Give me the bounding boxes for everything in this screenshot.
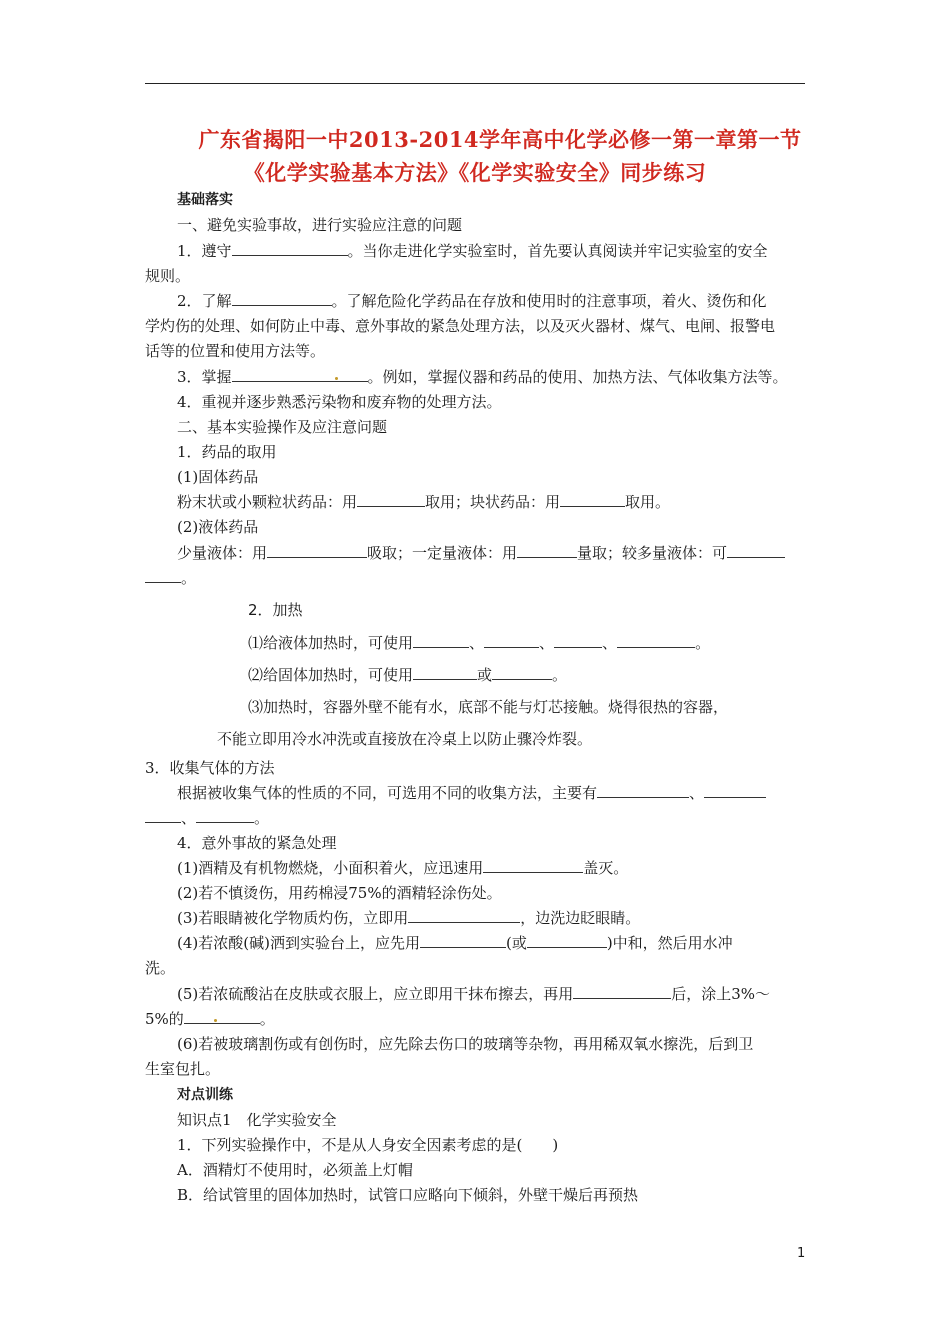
item-gas-collection: 3．收集气体的方法 <box>145 759 275 777</box>
training-question-1: 1．下列实验操作中，不是从人身安全因素考虑的是( ) <box>177 1136 559 1154</box>
item-heating: 2．加热 <box>248 601 303 619</box>
question-4: 4．重视并逐步熟悉污染物和废弃物的处理方法。 <box>177 393 502 411</box>
answer-blank[interactable] <box>484 633 539 648</box>
gas-collection-cont: 、 。 <box>145 808 269 828</box>
liquid-drugs-cont: 。 <box>145 568 196 588</box>
document-title-line1: 广东省揭阳一中2013-2014学年高中化学必修一第一章第一节 <box>198 127 802 152</box>
question-2: 2．了解 。了解危险化学药品在存放和使用时的注意事项，着火、烫伤和化 <box>177 292 767 310</box>
question-1-cont: 规则。 <box>145 267 191 285</box>
answer-blank[interactable] <box>704 783 766 798</box>
liquid-drugs-text: 少量液体：用 吸取；一定量液体：用 量取；较多量液体：可 <box>177 543 785 563</box>
answer-blank[interactable] <box>492 665 552 680</box>
emergency-4-cont: 洗。 <box>145 959 176 977</box>
document-title-line2: 《化学实验基本方法》《化学实验安全》同步练习 <box>243 160 707 185</box>
answer-blank[interactable] <box>408 908 520 923</box>
section-heading-basics: 基础落实 <box>177 192 233 208</box>
item-solid-drugs: (1)固体药品 <box>177 468 259 486</box>
emergency-1: (1)酒精及有机物燃烧，小面积着火，应迅速用 盖灭。 <box>177 859 629 877</box>
question-2-cont2: 话等的位置和使用方法等。 <box>145 342 326 360</box>
emergency-5-cont: 5%的 。 <box>145 1010 275 1028</box>
solid-drugs-text: 粉末状或小颗粒状药品：用 取用；块状药品：用 取用。 <box>177 493 671 511</box>
section-heading-training: 对点训练 <box>177 1087 233 1103</box>
emergency-5: (5)若浓硫酸沾在皮肤或衣服上，应立即用干抹布擦去，再用 后，涂上3%～ <box>177 985 771 1003</box>
part1-heading: 一、避免实验事故，进行实验应注意的问题 <box>177 216 463 234</box>
question-2-cont: 学灼伤的处理、如何防止中毒、意外事故的紧急处理方法，以及灭火器材、煤气、电闸、报警电 <box>145 317 776 335</box>
answer-blank[interactable] <box>413 633 469 648</box>
part2-heading: 二、基本实验操作及应注意问题 <box>177 418 388 436</box>
answer-blank[interactable] <box>232 367 368 382</box>
answer-blank[interactable] <box>232 291 332 306</box>
answer-blank[interactable] <box>483 858 583 873</box>
answer-blank[interactable] <box>413 665 477 680</box>
emergency-6-cont: 生室包扎。 <box>145 1060 221 1078</box>
answer-blank[interactable] <box>184 1009 260 1024</box>
heating-note-cont: 不能立即用冷水冲洗或直接放在冷桌上以防止骤冷炸裂。 <box>217 730 593 748</box>
answer-blank[interactable] <box>573 984 671 999</box>
emergency-6: (6)若被玻璃割伤或有创伤时，应先除去伤口的玻璃等杂物，再用稀双氧水擦洗，后到卫 <box>177 1035 754 1053</box>
heating-note: ⑶加热时，容器外壁不能有水，底部不能与灯芯接触。烧得很热的容器， <box>248 698 729 716</box>
emergency-3: (3)若眼睛被化学物质灼伤，立即用 ，边洗边眨眼睛。 <box>177 909 641 927</box>
answer-blank[interactable] <box>145 568 181 583</box>
heating-liquid: ⑴给液体加热时，可使用 、 、 、 。 <box>248 634 711 652</box>
answer-blank[interactable] <box>232 241 348 256</box>
answer-blank[interactable] <box>554 633 602 648</box>
answer-blank[interactable] <box>727 543 785 558</box>
question-3: 3．掌握 。例如，掌握仪器和药品的使用、加热方法、气体收集方法等。 <box>177 368 788 386</box>
answer-blank[interactable] <box>617 633 695 648</box>
page-number: 1 <box>797 1246 806 1261</box>
answer-blank[interactable] <box>420 933 506 948</box>
question-1: 1．遵守 。当你走进化学实验室时，首先要认真阅读并牢记实验室的安全 <box>177 242 768 260</box>
answer-blank[interactable] <box>597 783 689 798</box>
item-drug-taking: 1．药品的取用 <box>177 443 277 461</box>
answer-blank[interactable] <box>357 492 425 507</box>
gas-collection-text: 根据被收集气体的性质的不同，可选用不同的收集方法，主要有 、 <box>177 783 766 803</box>
item-liquid-drugs: (2)液体药品 <box>177 518 259 536</box>
answer-blank[interactable] <box>267 543 367 558</box>
emergency-4: (4)若浓酸(碱)洒到实验台上，应先用 (或 )中和，然后用水冲 <box>177 934 733 952</box>
heating-solid: ⑵给固体加热时，可使用 或 。 <box>248 666 568 684</box>
item-emergency: 4．意外事故的紧急处理 <box>177 834 337 852</box>
answer-blank[interactable] <box>145 808 181 823</box>
answer-blank[interactable] <box>517 543 577 558</box>
emergency-2: (2)若不慎烫伤，用药棉浸75%的酒精轻涂伤处。 <box>177 884 502 902</box>
option-b: B．给试管里的固体加热时，试管口应略向下倾斜，外壁干燥后再预热 <box>177 1186 639 1204</box>
option-a: A．酒精灯不使用时，必须盖上灯帽 <box>177 1161 413 1179</box>
answer-blank[interactable] <box>560 492 625 507</box>
answer-blank[interactable] <box>196 808 254 823</box>
knowledge-point-1: 知识点1 化学实验安全 <box>177 1111 337 1129</box>
answer-blank[interactable] <box>527 933 607 948</box>
header-rule <box>145 83 805 84</box>
